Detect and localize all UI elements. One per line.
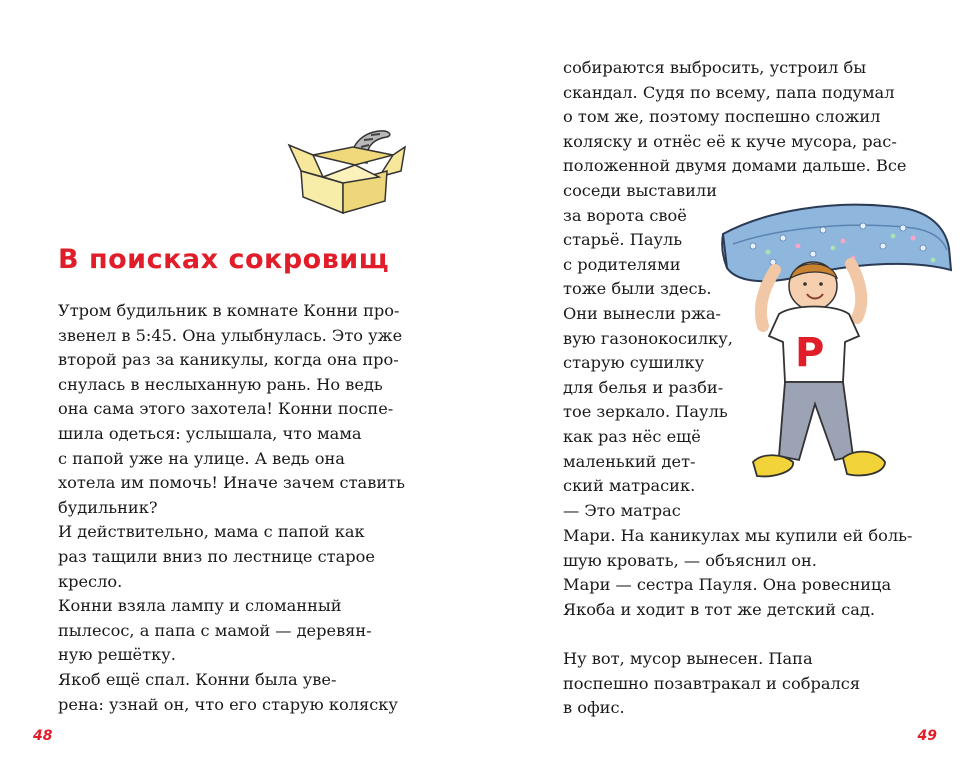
text-line: звенел в 5:45. Она улыбнулась. Это уже (58, 325, 403, 345)
text-line: будильник? (58, 497, 158, 517)
text-line: она сама этого захотела! Конни поспе- (58, 399, 394, 419)
text-line: шую кровать, — объяснил он. (563, 550, 817, 570)
text-line: шила одеться: услышала, что мама (58, 423, 362, 443)
text-line: поспешно позавтракал и собрался (563, 673, 861, 693)
left-body-text (58, 299, 405, 717)
text-line: вую газонокосилку, (563, 328, 733, 348)
text-line: с папой уже на улице. А ведь она (58, 448, 345, 468)
text-line: тое зеркало. Пауль (563, 402, 728, 422)
text-line: ский матрасик. (563, 476, 696, 496)
text-line: положенной двумя домами дальше. Все (563, 156, 907, 176)
text-line: Мари. На каникулах мы купили ей боль- (563, 526, 913, 545)
right-body-text-top (563, 56, 907, 179)
right-body-text-last (563, 647, 860, 721)
text-line: старую сушилку (563, 353, 705, 373)
text-line: ную решётку. (58, 645, 176, 665)
text-line: с родителями (563, 254, 681, 274)
text-line: рена: узнай он, что его старую коляску (58, 694, 398, 714)
text-line: — Это матрас (563, 500, 681, 520)
text-line: тоже были здесь. (563, 279, 712, 299)
text-line: о том же, поэтому поспешно сложил (563, 107, 881, 127)
text-line: собираются выбросить, устроил бы (563, 58, 867, 77)
text-line: Они вынесли ржа- (563, 303, 722, 323)
text-line: Ну вот, мусор вынесен. Папа (563, 649, 813, 668)
page-number-left: 48 (33, 728, 53, 744)
text-line: снулась в неслыханную рань. Но ведь (58, 374, 383, 394)
text-line: Утром будильник в комнате Конни про- (58, 301, 400, 320)
text-line: как раз нёс ещё (563, 426, 701, 446)
text-line: И действительно, мама с папой как (58, 522, 365, 542)
text-line: для белья и разби- (563, 377, 724, 397)
text-line: Мари — сестра Пауля. Она ровесница (563, 575, 892, 595)
page-number-right: 49 (917, 728, 937, 744)
right-body-text-wrapped (563, 179, 733, 523)
text-line: скандал. Судя по всему, папа подумал (563, 82, 895, 102)
text-line: маленький дет- (563, 451, 696, 471)
boy-carrying-mattress-illustration (713, 186, 958, 498)
text-line: в офис. (563, 698, 625, 718)
text-line: пылесос, а папа с мамой — деревян- (58, 620, 372, 640)
text-line: Конни взяла лампу и сломанный (58, 596, 342, 616)
text-line: раз тащили вниз по лестнице старое (58, 546, 375, 566)
text-line: кресло. (58, 571, 123, 591)
cardboard-box-with-cat-illustration (283, 125, 407, 217)
chapter-title: В поисках сокровищ (58, 244, 390, 275)
text-line: второй раз за каникулы, когда она про- (58, 350, 399, 370)
shirt-letter: P (795, 330, 825, 376)
right-body-text-bottom (563, 524, 912, 622)
text-line: Якоб ещё спал. Конни была уве- (58, 669, 337, 689)
text-line: коляску и отнёс её к куче мусора, рас- (563, 131, 897, 151)
text-line: хотела им помочь! Иначе зачем ставить (58, 473, 405, 493)
text-line: за ворота своё (563, 205, 687, 225)
text-line: Якоба и ходит в тот же детский сад. (563, 599, 876, 619)
text-line: старьё. Пауль (563, 230, 683, 250)
text-line: соседи выставили (563, 181, 718, 200)
